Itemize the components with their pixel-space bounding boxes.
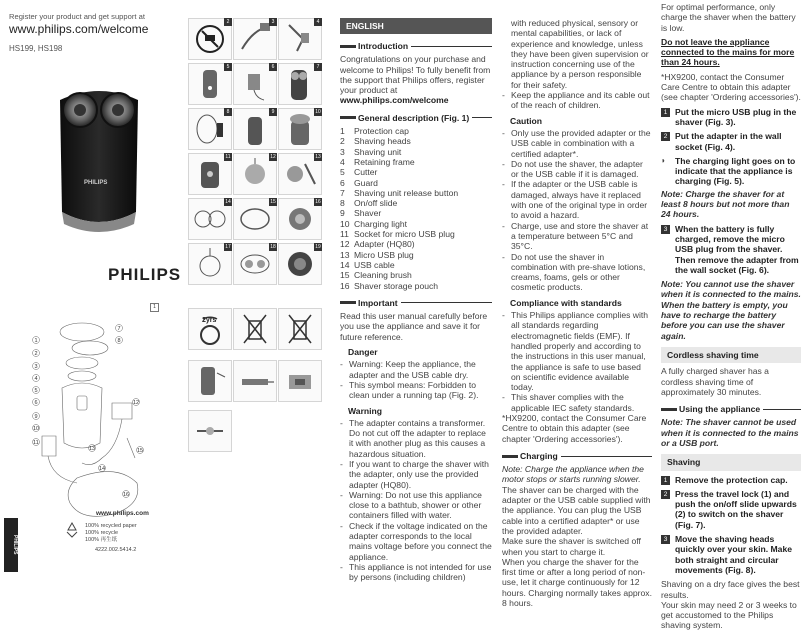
part-number: 8 xyxy=(340,198,345,209)
list-item: - Do not use the shaver in combination with pre-shave lotions, creams, foams, gels or other cosmetic products. xyxy=(502,252,652,293)
part-name: Socket for micro USB plug xyxy=(354,229,455,240)
step-text: Press the travel lock (1) and push the on/off slide upwards (2) to switch on the shaver (Fig. 7). xyxy=(675,488,797,530)
part-name: Micro USB plug xyxy=(354,249,414,260)
part-label-7: 7 xyxy=(117,326,121,332)
website-url[interactable]: www.philips.com xyxy=(96,510,149,517)
figure-13 xyxy=(278,153,322,195)
step xyxy=(661,475,801,485)
step-remove-plug xyxy=(661,224,801,275)
step-text: Move the shaving heads quickly over your skin. Make both straight and circular movements (Fig. 8). xyxy=(675,534,793,575)
charging-text-2: Make sure the shaver is switched off when you start to charge it. xyxy=(502,536,641,557)
figure-number: 2 xyxy=(224,18,232,26)
list-item: - Charge, use and store the shaver at a temperature between 5°C and 35°C. xyxy=(502,221,652,252)
figure-number: 15 xyxy=(270,199,276,205)
part-number: 5 xyxy=(340,167,345,178)
figure-number: 14 xyxy=(225,199,231,205)
cordless-text: A fully charged shaver has a cordless shaving time of approximately 30 minutes. xyxy=(661,366,769,397)
charging-steps xyxy=(661,107,801,152)
figure-16 xyxy=(278,198,322,240)
part-item xyxy=(340,229,492,239)
heading-text: General description (Fig. 1) xyxy=(358,112,470,123)
keep-away-item: - Keep the appliance and its cable out of the reach of children. xyxy=(502,90,652,111)
part-name: Retaining frame xyxy=(354,156,415,167)
replace-heads-icon xyxy=(189,309,231,349)
figure-battery-1 xyxy=(188,360,232,402)
list-item: - This symbol means: Forbidden to clean under a running tap (Fig. 2). xyxy=(340,380,492,401)
text-column-3 xyxy=(661,0,801,631)
section-heading-charging xyxy=(502,451,652,461)
figure-battery-disposal xyxy=(278,308,322,350)
part-label-6: 6 xyxy=(34,400,38,406)
part-label-2: 2 xyxy=(34,351,38,357)
figure-disposal xyxy=(233,308,277,350)
figure-number: 16 xyxy=(315,199,321,205)
philips-logo: PHILIPS xyxy=(108,265,182,284)
warning-list xyxy=(340,418,492,583)
figure-number: 6 xyxy=(269,63,277,71)
battery-removal-illustration xyxy=(189,361,231,401)
two-years-label: 2yrs xyxy=(202,317,217,324)
part-number: 15 xyxy=(340,270,350,281)
figure-number: 18 xyxy=(270,244,276,250)
figure-9 xyxy=(233,108,277,150)
list-item: - Warning: Do not use this appliance close to a bathtub, shower or other containers filled with water. xyxy=(340,490,492,521)
note-mains: Note: You cannot use the shaver when it is connected to the mains. When the battery is empty, you have to recharge the battery before you can use the shaver again. xyxy=(661,279,801,341)
section-heading-introduction xyxy=(340,41,492,51)
note-8-hours: Note: Charge the shaver for at least 8 hours but not more than 24 hours. xyxy=(661,188,790,220)
figure-6 xyxy=(233,63,277,105)
section-heading-using xyxy=(661,404,801,414)
charging-text: The shaver can be charged with the adapter or the USB cable supplied with the appliance. You can plug the USB cable into a certified adapter* or use the provided adapter. xyxy=(502,484,651,536)
figure-number: 5 xyxy=(224,63,232,71)
register-text: Register your product and get support at xyxy=(9,12,145,21)
bullet-text: The charging light goes on to indicate that the appliance is charging (Fig. 5). xyxy=(675,155,796,187)
crossed-bin-icon xyxy=(234,309,276,349)
figure-2 xyxy=(188,18,232,60)
part-label-5: 5 xyxy=(34,388,38,394)
part-number: 13 xyxy=(340,249,350,260)
part-label-10: 10 xyxy=(33,426,40,432)
part-name: Protection cap xyxy=(354,126,409,137)
list-item: - Check if the voltage indicated on the adapter corresponds to the local mains voltage before you connect the appliance. xyxy=(340,521,492,562)
step xyxy=(661,107,801,128)
compliance-heading: Compliance with standards xyxy=(510,297,622,308)
hx-footnote: *HX9200, contact the Consumer Care Centre to obtain this adapter (see chapter 'Ordering accessories'). xyxy=(661,71,801,103)
list-item: - If the adapter or the USB cable is damaged, always have it replaced with one of the original type in order to avoid a hazard. xyxy=(502,179,652,220)
shaving-heading: Shaving xyxy=(661,454,801,470)
charging-text-3: When you charge the shaver for the first time or after a long period of non-use, let it charge continuously for 12 hours. Charging normally takes approx. 8 hours. xyxy=(502,556,652,609)
part-number: 1 xyxy=(340,126,345,137)
figure-number: 12 xyxy=(270,154,276,160)
adapter-footnote: *HX9200, contact the Consumer Care Centre to obtain this adapter (see chapter 'Ordering accessories'). xyxy=(502,412,647,444)
arrow-bullet-icon: ◗ xyxy=(661,155,666,165)
danger-list xyxy=(340,359,492,400)
vertical-philips-logo: PHILIPS xyxy=(4,518,18,572)
step xyxy=(661,131,801,152)
figure-15 xyxy=(233,198,277,240)
part-name: USB cable xyxy=(354,259,395,270)
figure-grid xyxy=(183,0,326,581)
part-number: 16 xyxy=(340,280,350,291)
text-column-1 xyxy=(340,0,492,581)
welcome-url[interactable]: www.philips.com/welcome xyxy=(9,22,149,36)
part-number: 2 xyxy=(340,136,345,147)
part-item xyxy=(340,178,492,188)
compliance-list xyxy=(502,310,652,413)
step-number: 3 xyxy=(661,225,670,234)
part-number: 10 xyxy=(340,218,350,229)
heading-text: Important xyxy=(358,297,398,308)
figure-4 xyxy=(278,18,322,60)
figure-number: 4 xyxy=(314,18,322,26)
part-number: 11 xyxy=(340,229,349,240)
document-code: 4222.002.5414.2 xyxy=(95,547,137,553)
crossed-bin-battery-icon xyxy=(279,309,321,349)
part-name: On/off slide xyxy=(354,198,398,209)
step-text: Remove the protection cap. xyxy=(675,474,788,485)
figure-number: 11 xyxy=(225,154,231,160)
text-column-2 xyxy=(502,0,652,609)
part-number: 9 xyxy=(340,208,345,219)
list-item: - This Philips appliance complies with all standards regarding electromagnetic fields (EMF). If handled properly and according to the instructions in this user manual, the appliance is safe to use based on scientific evidence available today. xyxy=(502,310,652,392)
part-item xyxy=(340,198,492,208)
figure-number: 17 xyxy=(225,244,231,250)
continued-paragraph: with reduced physical, sensory or mental capabilities, or lack of experience and knowledge, unless they have been given supervision or instruction concerning use of the appliance by a person responsible for their safety. xyxy=(511,18,649,90)
screwdriver-illustration xyxy=(234,361,276,401)
warning-heading: Warning xyxy=(348,405,383,416)
figure-12 xyxy=(233,153,277,195)
part-item xyxy=(340,167,492,177)
weeks-text: Your skin may need 2 or 3 weeks to get accustomed to the Philips shaving system. xyxy=(661,599,797,631)
step-number: 2 xyxy=(661,490,670,499)
part-number: 4 xyxy=(340,156,345,167)
recycle-icon xyxy=(64,522,80,538)
caution-heading: Caution xyxy=(510,115,542,126)
part-label-1: 1 xyxy=(34,338,38,344)
figure-7 xyxy=(278,63,322,105)
part-item xyxy=(340,136,492,146)
part-number: 12 xyxy=(340,239,350,250)
heading-text: Introduction xyxy=(358,41,409,51)
list-item: - If you want to charge the shaver with the adapter, only use the provided adapter (HQ80). xyxy=(340,459,492,490)
part-number: 3 xyxy=(340,146,345,157)
cut-wires-illustration xyxy=(189,411,231,451)
step-text: Put the adapter in the wall socket (Fig. 4). xyxy=(675,131,782,152)
section-heading-general-description xyxy=(340,113,492,123)
part-label-8: 8 xyxy=(117,338,121,344)
part-name: Shaving unit release button xyxy=(354,187,459,198)
figure-number: 8 xyxy=(224,108,232,116)
figure-battery-3 xyxy=(278,360,322,402)
cover-column xyxy=(0,0,182,581)
charging-note: Note: Charge the appliance when the motor stops or starts running slower. xyxy=(502,464,644,485)
part-name: Cutter xyxy=(354,167,378,178)
figure-number: 19 xyxy=(315,244,321,250)
part-item xyxy=(340,188,492,198)
figure-number: 3 xyxy=(269,18,277,26)
step-number: 2 xyxy=(661,132,670,141)
part-item xyxy=(340,250,492,260)
part-label-9: 9 xyxy=(34,414,38,420)
figure-battery-2 xyxy=(233,360,277,402)
language-header: ENGLISH xyxy=(340,18,492,34)
figure-10 xyxy=(278,108,322,150)
shaver-image xyxy=(48,82,150,237)
part-name: Cleaning brush xyxy=(354,270,412,281)
part-label-3: 3 xyxy=(34,364,38,370)
list-item: - The adapter contains a transformer. Do not cut off the adapter to replace it with another plug as this causes a hazardous situation. xyxy=(340,418,492,459)
part-item xyxy=(340,147,492,157)
list-item: - Only use the provided adapter or the USB cable in combination with a certified adapter*. xyxy=(502,128,652,159)
exploded-parts-diagram xyxy=(22,318,152,528)
part-number: 7 xyxy=(340,187,345,198)
charging-light-bullet xyxy=(661,156,801,187)
figure-8 xyxy=(188,108,232,150)
part-number: 14 xyxy=(340,259,350,270)
open-housing-illustration xyxy=(279,361,321,401)
step-text: When the battery is fully charged, remove the micro USB plug from the shaver. Then remove the adapter from the wall socket (Fig. 6). xyxy=(675,223,799,275)
part-name: Shaving heads xyxy=(354,136,411,147)
part-name: Charging light xyxy=(354,218,408,229)
figure-17 xyxy=(188,243,232,285)
part-item xyxy=(340,281,492,291)
figure-14 xyxy=(188,198,232,240)
figure-battery-4 xyxy=(188,410,232,452)
figure-3 xyxy=(233,18,277,60)
figure-number: 7 xyxy=(314,63,322,71)
shaver-brand-mark: PHILIPS xyxy=(84,180,108,186)
part-name: Shaver storage pouch xyxy=(354,280,439,291)
part-item xyxy=(340,270,492,280)
parts-list xyxy=(340,126,492,291)
part-item xyxy=(340,219,492,229)
part-name: Shaving unit xyxy=(354,146,402,157)
step-number: 3 xyxy=(661,535,670,544)
recycled-paper-note xyxy=(85,523,137,544)
figure-number: 10 xyxy=(315,109,321,115)
part-item xyxy=(340,126,492,136)
step-number: 1 xyxy=(661,476,670,485)
part-label-14: 14 xyxy=(99,466,106,472)
model-numbers: HS199, HS198 xyxy=(9,44,63,53)
part-name: Adapter (HQ80) xyxy=(354,239,415,250)
list-item: - This shaver complies with the applicable IEC safety standards. xyxy=(502,392,652,413)
figure-5 xyxy=(188,63,232,105)
part-item xyxy=(340,260,492,270)
part-label-15: 15 xyxy=(137,448,144,454)
list-item: - Do not use the shaver, the adapter or the USB cable if it is damaged. xyxy=(502,159,652,180)
intro-url[interactable]: www.philips.com/welcome xyxy=(340,95,449,106)
heading-text: Charging xyxy=(520,450,558,461)
part-label-12: 12 xyxy=(133,400,140,406)
intro-paragraph: Congratulations on your purchase and welcome to Philips! To fully benefit from the support that Philips offers, register your product at xyxy=(340,54,491,96)
part-name: Guard xyxy=(354,177,378,188)
cordless-heading: Cordless shaving time xyxy=(661,347,801,363)
part-label-11: 11 xyxy=(33,440,39,446)
shaving-steps xyxy=(661,475,801,576)
list-item: - Warning: Keep the appliance, the adapter and the USB cable dry. xyxy=(340,359,492,380)
figure-19 xyxy=(278,243,322,285)
figure-replace-every-2yrs xyxy=(188,308,232,350)
part-label-4: 4 xyxy=(34,376,38,382)
figure-number: 13 xyxy=(315,154,321,160)
optimal-performance: For optimal performance, only charge the shaver when the battery is low. xyxy=(661,2,796,33)
important-paragraph: Read this user manual carefully before you use the appliance and save it for future reference. xyxy=(340,311,488,342)
part-name: Shaver xyxy=(354,208,382,219)
part-label-13: 13 xyxy=(89,446,96,452)
recycled-line-1: 100% recycled paper xyxy=(85,523,137,529)
part-number: 6 xyxy=(340,177,345,188)
recycled-line-2: 100% recycle xyxy=(85,530,119,536)
part-label-16: 16 xyxy=(123,492,130,498)
caution-list xyxy=(502,128,652,293)
part-item xyxy=(340,239,492,249)
recycled-line-3: 100% 再生纸 xyxy=(85,537,118,543)
step-text: Put the micro USB plug in the shaver (Fig. 3). xyxy=(675,106,797,127)
step xyxy=(661,534,801,575)
figure-18 xyxy=(233,243,277,285)
part-item xyxy=(340,208,492,218)
dry-face-text: Shaving on a dry face gives the best results. xyxy=(661,579,800,600)
note-usb-port: Note: The shaver cannot be used when it is connected to the mains or a USB port. xyxy=(661,417,799,448)
step xyxy=(661,489,801,530)
step-number: 1 xyxy=(661,108,670,117)
danger-heading: Danger xyxy=(348,347,378,358)
page-box: 1 xyxy=(150,303,159,312)
figure-number: 9 xyxy=(269,108,277,116)
list-item: - This appliance is not intended for use by persons (including children) xyxy=(340,562,492,583)
figure-11 xyxy=(188,153,232,195)
part-item xyxy=(340,157,492,167)
heading-text: Using the appliance xyxy=(679,404,761,415)
section-heading-important xyxy=(340,298,492,308)
do-not-leave-warning: Do not leave the appliance connected to the mains for more than 24 hours. xyxy=(661,36,795,68)
